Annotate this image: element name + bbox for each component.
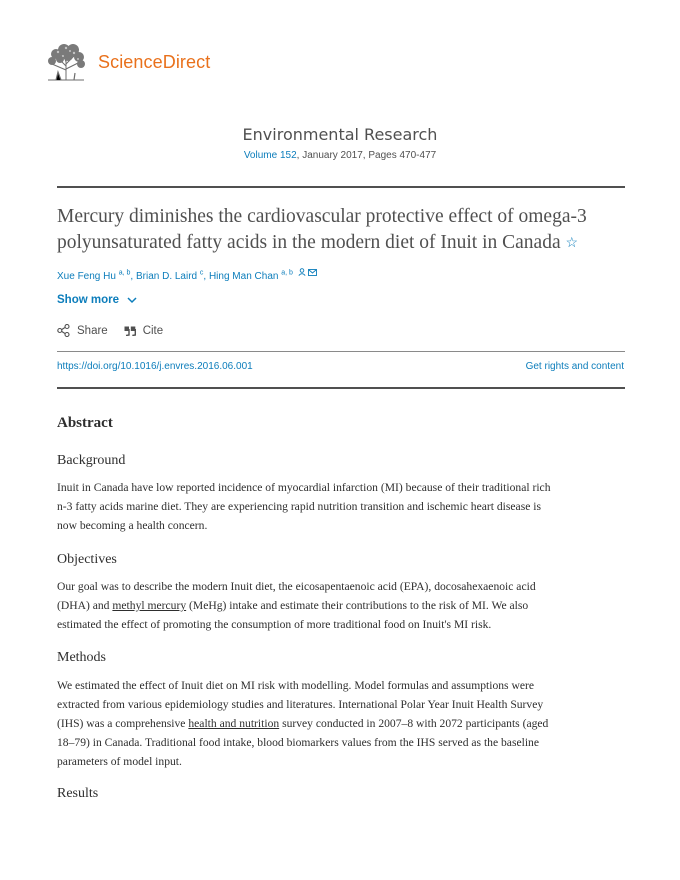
share-button[interactable] — [57, 324, 108, 337]
health-and-nutrition-link[interactable]: health and nutrition — [188, 717, 280, 730]
article-title — [57, 204, 627, 257]
cite-button[interactable] — [124, 325, 163, 337]
methods-text — [57, 676, 623, 771]
share-label: Share — [77, 324, 108, 337]
text-segment: (DHA) and — [57, 599, 113, 612]
show-more-button[interactable] — [57, 294, 138, 306]
author-link[interactable]: Brian D. Laird — [135, 271, 198, 282]
abstract-heading: Abstract — [57, 415, 113, 431]
text-segment: (IHS) was a comprehensive — [57, 717, 189, 730]
results-heading: Results — [57, 786, 99, 801]
author-list — [57, 268, 317, 282]
methyl-mercury-link[interactable]: methyl mercury — [112, 599, 187, 612]
background-heading: Background — [57, 453, 126, 468]
divider-top — [57, 186, 625, 188]
text-line: n-3 fatty acids marine diet. They are experiencing rapid nutrition transition and ischemic heart disease is — [57, 500, 541, 513]
quote-icon — [124, 326, 136, 336]
methods-heading: Methods — [57, 650, 106, 665]
journal-title[interactable]: Environmental Research — [242, 125, 438, 144]
text-line: extracted from various epidemiology studies and literatures. International Polar Year Inuit Health Survey — [57, 698, 544, 711]
text-line: estimated the effect of promoting the consumption of more traditional food on Inuit's MI risk. — [57, 618, 492, 631]
text-segment: (MeHg) intake and estimate their contributions to the risk of MI. We also — [186, 599, 529, 612]
issue-date-pages: , January 2017, Pages 470-477 — [296, 150, 437, 161]
author-separator: , — [203, 271, 209, 282]
objectives-heading: Objectives — [57, 552, 117, 567]
text-line: parameters of model input. — [57, 755, 182, 768]
text-line: We estimated the effect of Inuit diet on MI risk with modelling. Model formulas and assumptions were — [57, 679, 534, 692]
author-link[interactable]: Xue Feng Hu — [57, 271, 116, 282]
show-more-label: Show more — [57, 294, 119, 306]
author-separator: , — [130, 271, 136, 282]
rights-link[interactable]: Get rights and content — [525, 361, 624, 372]
text-segment: survey conducted in 2007–8 with 2072 participants (aged — [279, 717, 549, 730]
author-affiliation[interactable]: a, b — [281, 269, 293, 277]
objectives-text — [57, 577, 623, 634]
title-footnote-star-icon[interactable]: ☆ — [565, 236, 579, 251]
elsevier-tree-icon — [44, 42, 88, 82]
text-line: Our goal was to describe the modern Inuit diet, the eicosapentaenoic acid (EPA), docosahexaenoic acid — [57, 580, 536, 593]
article-actions — [57, 324, 179, 337]
corresponding-author-icon[interactable] — [298, 268, 306, 276]
text-line: now becoming a health concern. — [57, 519, 208, 532]
chevron-down-icon — [126, 294, 138, 306]
author-link[interactable]: Hing Man Chan — [208, 271, 279, 282]
brand-name: ScienceDirect — [98, 51, 211, 72]
author-affiliation[interactable]: a, b — [118, 269, 131, 277]
journal-info — [0, 125, 680, 161]
article-title-text: Mercury diminishes the cardiovascular protective effect of omega-3 polyunsaturated fatty acids in the modern diet of Inuit in Canada — [57, 206, 587, 253]
doi-link[interactable]: https://doi.org/10.1016/j.envres.2016.06.001 — [57, 361, 253, 372]
author-affiliation[interactable]: c — [199, 269, 204, 277]
divider-bottom — [57, 387, 625, 389]
divider-middle — [57, 351, 625, 352]
volume-link[interactable]: Volume 152 — [243, 150, 297, 161]
cite-label: Cite — [142, 324, 164, 337]
email-icon[interactable] — [308, 269, 317, 276]
background-text — [57, 478, 623, 535]
share-icon — [57, 324, 70, 337]
publisher-logo[interactable] — [44, 42, 210, 82]
text-line: 18–79) in Canada. Traditional food intake, blood biomarkers values from the IHS served as the baseline — [57, 736, 540, 749]
journal-meta — [0, 150, 680, 161]
text-line: Inuit in Canada have low reported incidence of myocardial infarction (MI) because of their traditional rich — [57, 481, 551, 494]
